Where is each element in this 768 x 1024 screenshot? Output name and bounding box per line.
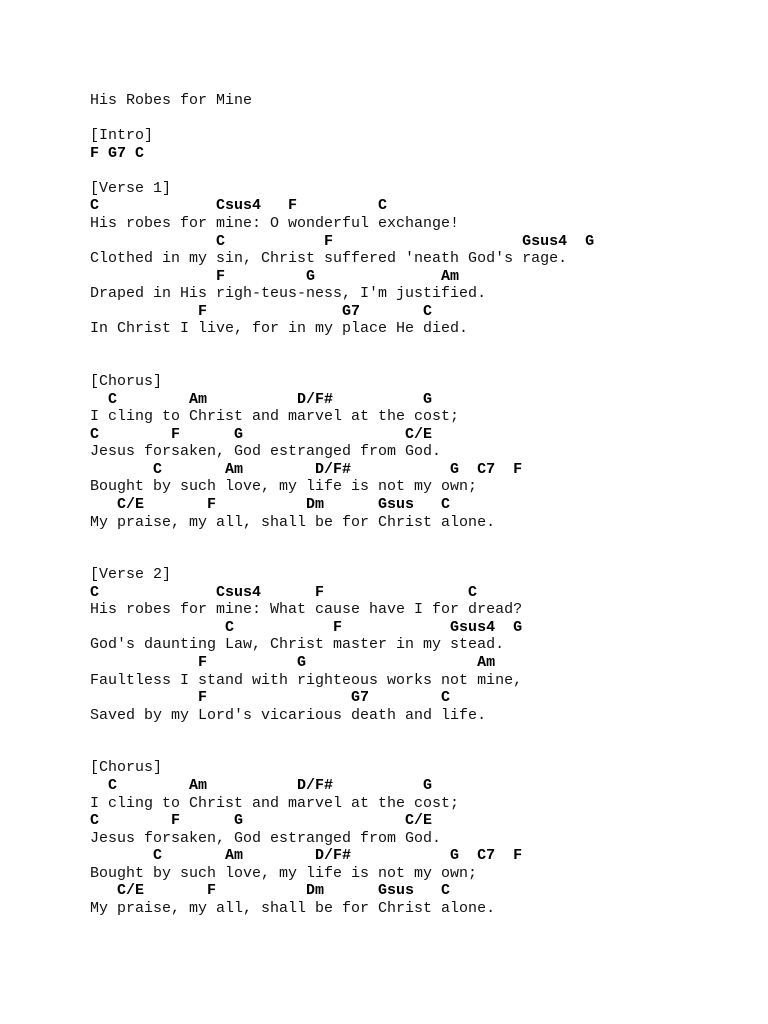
section-chorus <box>90 373 594 531</box>
chord-line: C Am D/F# G <box>90 390 433 408</box>
lyric-line: God's daunting Law, Christ master in my stead. <box>90 636 505 654</box>
lyric-line: Saved by my Lord's vicarious death and life. <box>90 706 487 724</box>
chord-sheet <box>90 92 594 917</box>
chord-line: F G7 C <box>90 144 145 162</box>
lyric-line: His robes for mine: What cause have I for dread? <box>90 601 523 619</box>
chord-line: F G7 C <box>90 302 433 320</box>
lyric-line: Jesus forsaken, God estranged from God. <box>90 829 442 847</box>
chord-line: C F Gsus4 G <box>90 618 523 636</box>
chord-line: C Csus4 F C <box>90 197 388 215</box>
lyric-line: Jesus forsaken, God estranged from God. <box>90 443 442 461</box>
section-label: [Chorus] <box>90 373 163 390</box>
lyric-line: Bought by such love, my life is not my own; <box>90 478 478 496</box>
lyric-line: Draped in His righ-teus-ness, I'm justified. <box>90 285 487 303</box>
lyric-line: I cling to Christ and marvel at the cost; <box>90 408 460 426</box>
section-label: [Verse 1] <box>90 179 172 197</box>
chord-line: F G Am <box>90 654 496 671</box>
section-label: [Verse 2] <box>90 566 172 584</box>
chord-line: C Am D/F# G <box>90 776 433 794</box>
section-verse-2 <box>90 566 594 724</box>
lyric-line: I cling to Christ and marvel at the cost; <box>90 794 460 812</box>
chord-line: C Csus4 F C <box>90 583 478 601</box>
lyric-line: Clothed in my sin, Christ suffered 'neath God's rage. <box>90 250 568 268</box>
chord-line: C Am D/F# G C7 F <box>90 460 523 478</box>
chord-line: F G7 C <box>90 689 451 707</box>
section-intro <box>90 127 594 162</box>
section-label: [Chorus] <box>90 759 163 777</box>
chord-line: C F G C/E <box>90 812 433 830</box>
section-chorus-repeat <box>90 759 594 917</box>
section-verse-1 <box>90 180 594 338</box>
chord-line: F G Am <box>90 267 460 285</box>
chord-line: C F G C/E <box>90 425 433 443</box>
lyric-line: In Christ I live, for in my place He died. <box>90 320 469 338</box>
section-label: [Intro] <box>90 127 154 145</box>
lyric-line: My praise, my all, shall be for Christ alone. <box>90 513 496 531</box>
lyric-line: My praise, my all, shall be for Christ alone. <box>90 899 496 917</box>
lyric-line: His robes for mine: O wonderful exchange! <box>90 214 460 232</box>
chord-line: C/E F Dm Gsus C <box>90 882 451 900</box>
lyric-line: Bought by such love, my life is not my own; <box>90 864 478 882</box>
chord-line: C Am D/F# G C7 F <box>90 847 523 865</box>
lyric-line: Faultless I stand with righteous works not mine, <box>90 671 523 689</box>
chord-line: C/E F Dm Gsus C <box>90 495 451 513</box>
song-title: His Robes for Mine <box>90 92 253 109</box>
chord-line: C F Gsus4 G <box>90 232 595 250</box>
